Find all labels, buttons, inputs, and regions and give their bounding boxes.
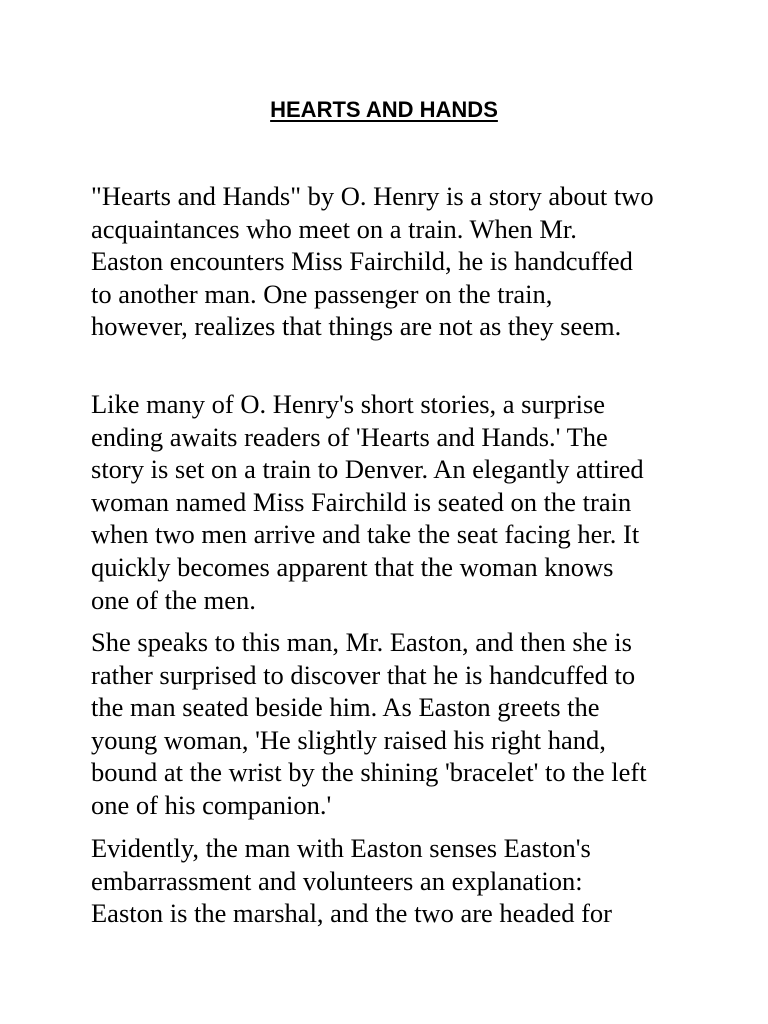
- text-line: embarrassment and volunteers an explanation:: [91, 865, 583, 896]
- text-line: the man seated beside him. As Easton greets the: [91, 692, 600, 723]
- text-line: Easton encounters Miss Fairchild, he is handcuffed: [91, 246, 633, 277]
- page-title: HEARTS AND HANDS: [270, 97, 498, 122]
- paragraph-4: [91, 832, 691, 930]
- text-line: Easton is the marshal, and the two are headed for: [91, 898, 612, 929]
- paragraph-1: [91, 180, 691, 343]
- text-line: quickly becomes apparent that the woman knows: [91, 551, 614, 582]
- text-line: when two men arrive and take the seat facing her. It: [91, 519, 640, 550]
- text-line: young woman, 'He slightly raised his right hand,: [91, 724, 606, 755]
- text-line: Evidently, the man with Easton senses Easton's: [91, 833, 591, 863]
- text-line: woman named Miss Fairchild is seated on the train: [91, 486, 632, 517]
- text-line: acquaintances who meet on a train. When Mr.: [91, 213, 577, 244]
- text-line: rather surprised to discover that he is handcuffed to: [91, 659, 636, 690]
- text-line: She speaks to this man, Mr. Easton, and then she is: [91, 627, 632, 657]
- text-line: to another man. One passenger on the train,: [91, 278, 553, 309]
- text-line: one of his companion.': [91, 789, 332, 820]
- text-line: "Hearts and Hands" by O. Henry is a story about two: [91, 181, 654, 211]
- paragraph-3: [91, 626, 691, 822]
- text-line: bound at the wrist by the shining 'bracelet' to the left: [91, 757, 647, 788]
- paragraph-2: [91, 388, 691, 616]
- text-line: however, realizes that things are not as they seem.: [91, 311, 622, 342]
- text-line: story is set on a train to Denver. An elegantly attired: [91, 454, 644, 485]
- text-line: one of the men.: [91, 584, 256, 615]
- text-line: Like many of O. Henry's short stories, a surprise: [91, 389, 606, 419]
- text-line: ending awaits readers of 'Hearts and Hands.' The: [91, 421, 608, 452]
